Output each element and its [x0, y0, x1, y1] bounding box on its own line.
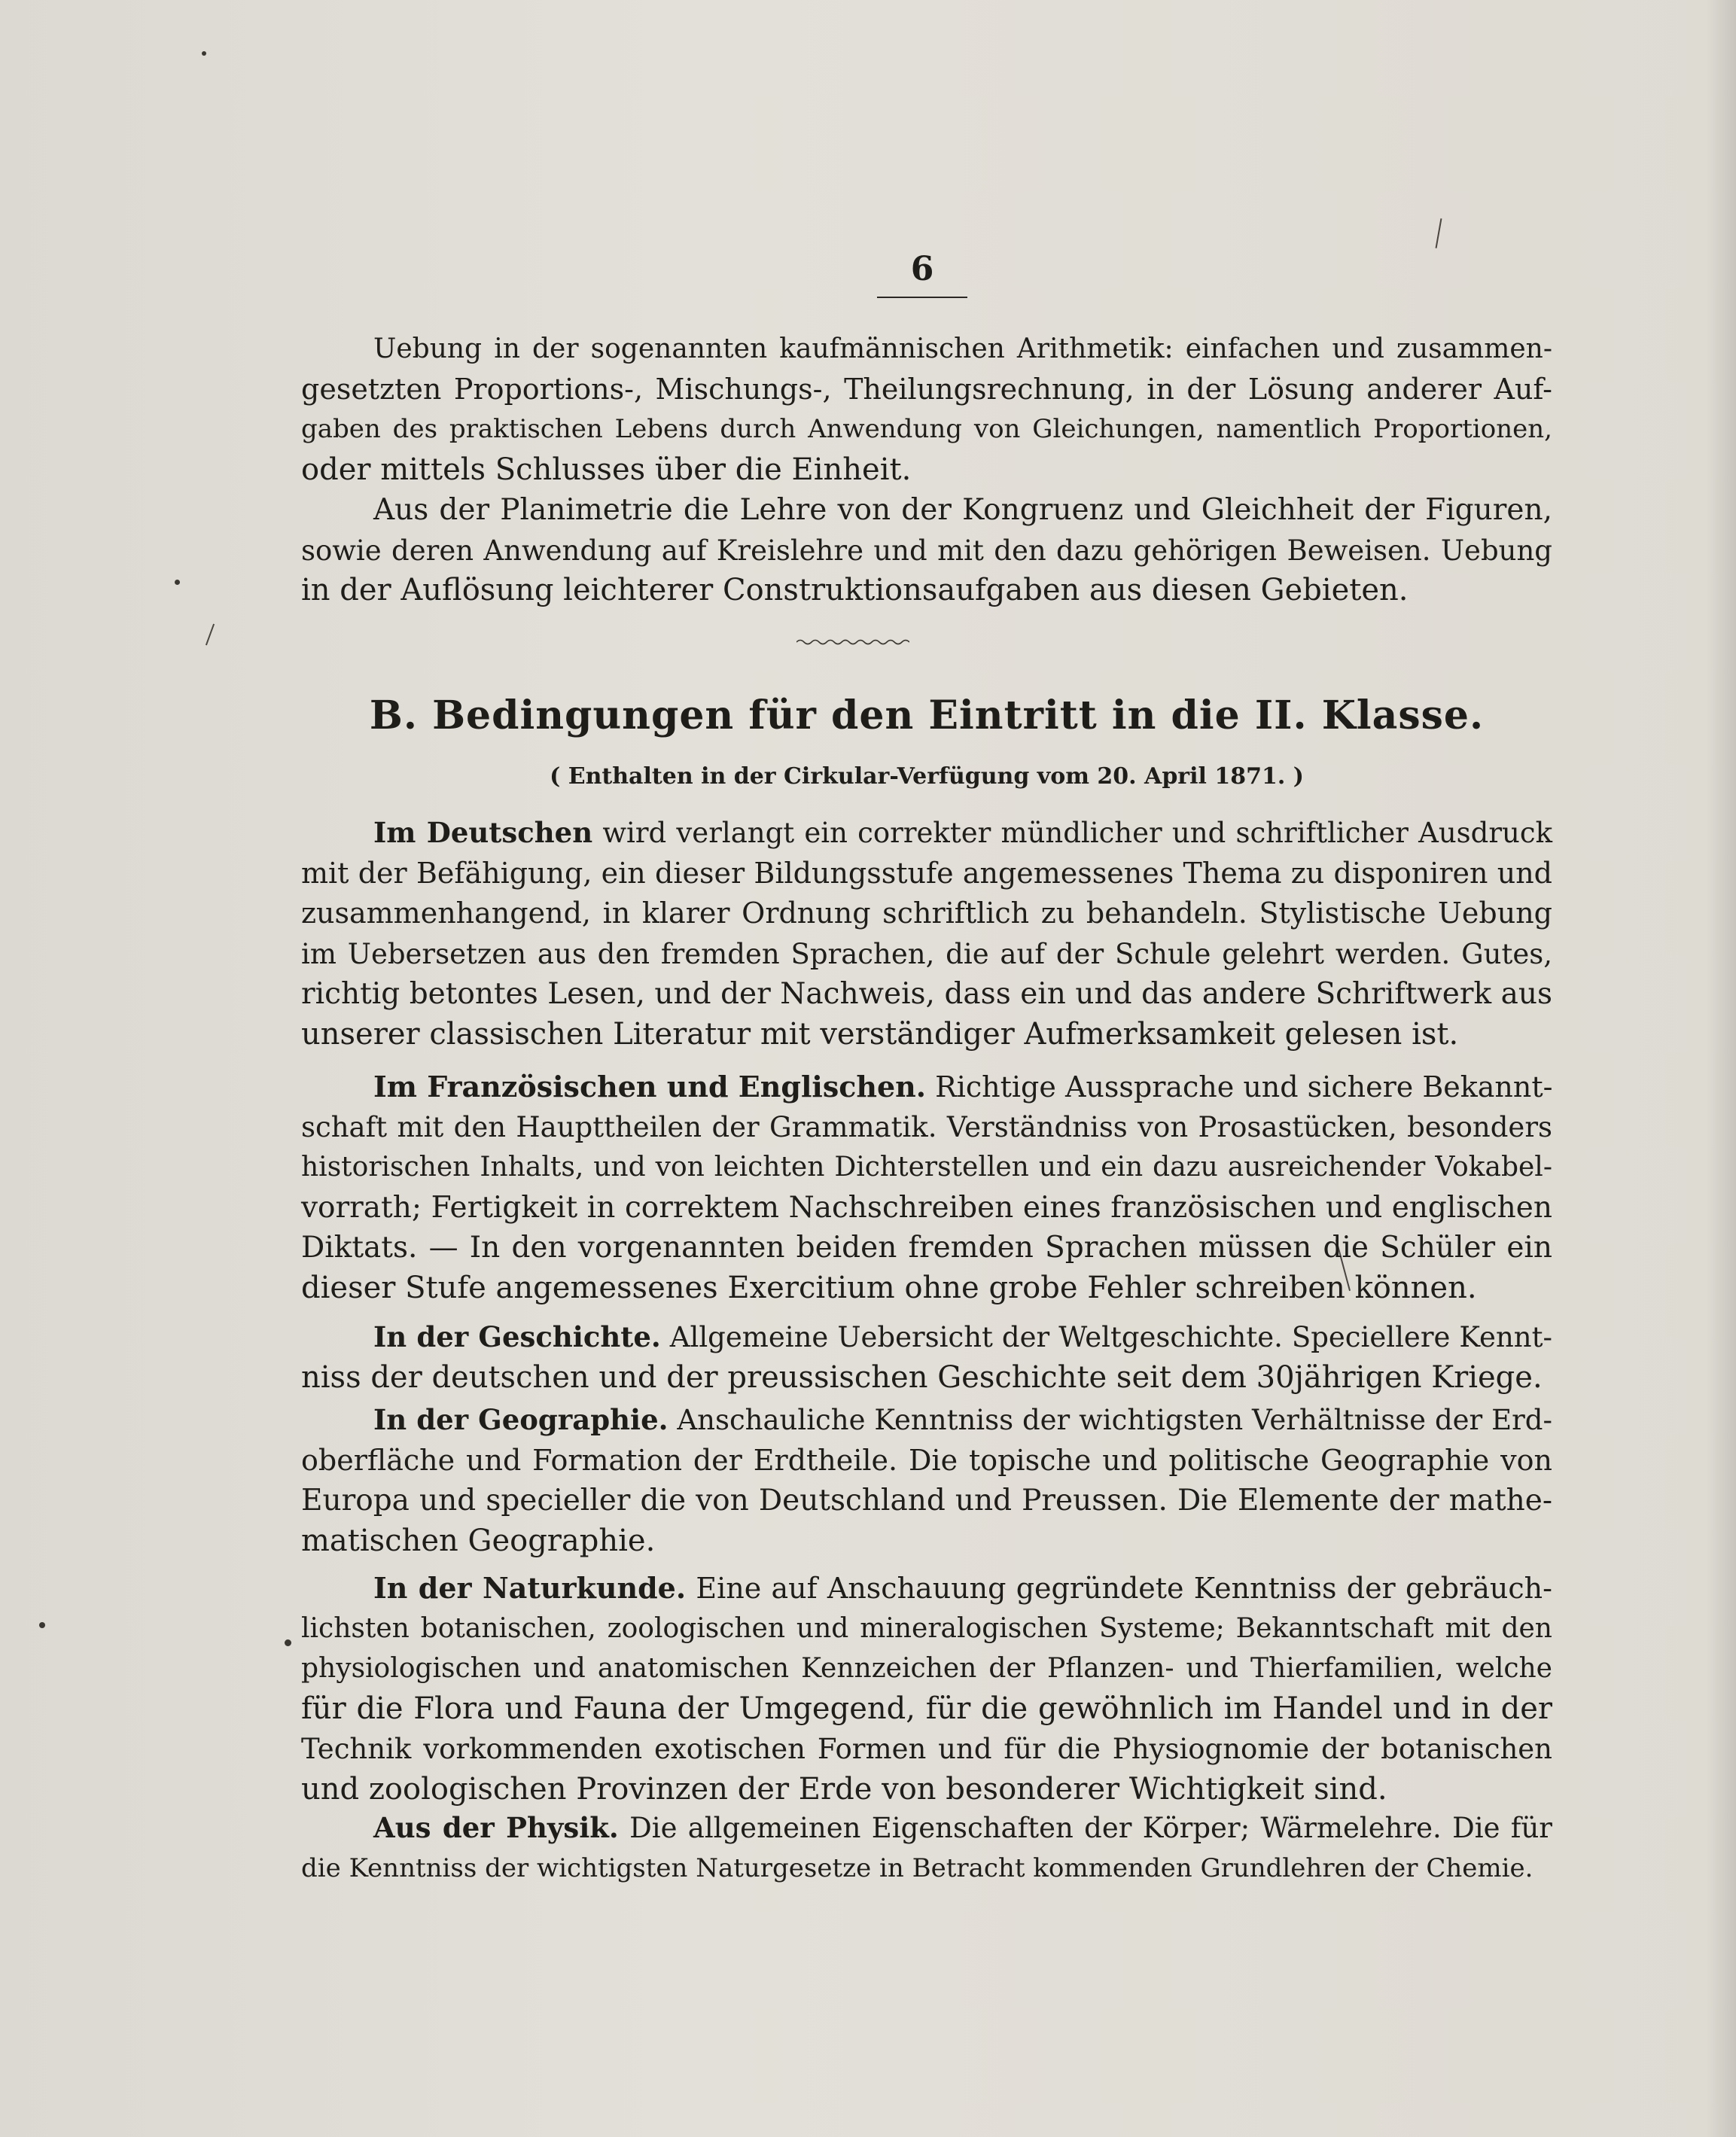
intro-paragraph	[301, 329, 1552, 490]
text-line: Europa und specieller die von Deutschland und Preussen. Die Elemente der mathe-	[301, 1484, 1552, 1518]
text-line	[301, 813, 1552, 854]
text-line: in der Auflösung leichterer Construktionsaufgaben aus diesen Gebieten.	[301, 573, 1409, 607]
text-line: oberfläche und Formation der Erdtheile. Die topische und politische Geographie von	[301, 1443, 1552, 1477]
text-line: Uebung in der sogenannten kaufmännischen Arithmetik: einfachen und zusammen-	[373, 333, 1552, 364]
text-run: wird verlangt ein correkter mündlicher und schriftlicher Ausdruck	[592, 817, 1552, 849]
text-line: lichsten botanischen, zoologischen und mineralogischen Systeme; Bekanntschaft mit den	[301, 1612, 1552, 1644]
paragraph-lead: Aus der Physik.	[373, 1811, 619, 1844]
ink-speck	[285, 1639, 291, 1646]
text-line	[301, 1317, 1552, 1358]
text-line	[301, 1808, 1552, 1849]
page-number-rule	[877, 297, 967, 298]
geschichte-paragraph	[301, 1317, 1552, 1398]
text-line: dieser Stufe angemessenes Exercitium ohne grobe Fehler schreiben können.	[301, 1270, 1477, 1305]
franz-engl-paragraph	[301, 1067, 1552, 1308]
text-run: Eine auf Anschauung gegründete Kenntniss der gebräuch-	[686, 1572, 1552, 1605]
text-line: niss der deutschen und der preussischen Geschichte seit dem 30jährigen Kriege.	[301, 1359, 1543, 1395]
decorative-wavy-rule	[796, 638, 909, 646]
text-line: gesetzten Proportions-, Mischungs-, Theilungsrechnung, in der Lösung anderer Auf-	[301, 372, 1552, 406]
paragraph-lead: Im Französischen und Englischen.	[373, 1070, 927, 1104]
text-run: Allgemeine Uebersicht der Weltgeschichte. Speciellere Kennt-	[660, 1321, 1552, 1353]
text-line	[301, 1400, 1552, 1441]
text-line: oder mittels Schlusses über die Einheit.	[301, 452, 912, 487]
geographie-paragraph	[301, 1400, 1552, 1561]
text-run: Anschauliche Kenntniss der wichtigsten Verhältnisse der Erd-	[668, 1404, 1552, 1436]
text-run: Richtige Aussprache und sichere Bekannt-	[926, 1070, 1553, 1104]
text-line: die Kenntniss der wichtigsten Naturgesetze in Betracht kommenden Grundlehren der Chemie.	[301, 1852, 1533, 1883]
text-line: matischen Geographie.	[301, 1523, 656, 1558]
text-line: unserer classischen Literatur mit verständiger Aufmerksamkeit gelesen ist.	[301, 1016, 1459, 1052]
text-line: richtig betontes Lesen, und der Nachweis, dass ein und das andere Schriftwerk aus	[301, 977, 1552, 1011]
paragraph-lead: In der Geographie.	[373, 1403, 669, 1436]
text-line: gaben des praktischen Lebens durch Anwendung von Gleichungen, namentlich Proportionen,	[301, 414, 1552, 444]
text-line: physiologischen und anatomischen Kennzeichen der Pflanzen- und Thierfamilien, welche	[301, 1653, 1552, 1684]
ink-speck	[175, 580, 180, 585]
text-line: mit der Befähigung, ein dieser Bildungsstufe angemessenes Thema zu disponiren und	[301, 856, 1552, 890]
text-line	[301, 1067, 1552, 1107]
text-run: Die allgemeinen Eigenschaften der Körper; Wärmelehre. Die für	[618, 1812, 1552, 1844]
text-line: Diktats. — In den vorgenannten beiden fremden Sprachen müssen die Schüler ein	[301, 1231, 1552, 1265]
text-line: historischen Inhalts, und von leichten Dichterstellen und ein dazu ausreichender Vokabel-	[301, 1152, 1552, 1183]
text-line	[301, 1568, 1552, 1609]
deutsch-paragraph	[301, 813, 1552, 1055]
physik-paragraph	[301, 1808, 1552, 1889]
planimetrie-paragraph	[301, 490, 1552, 611]
text-line: vorrath; Fertigkeit in correktem Nachschreiben eines französischen und englischen	[301, 1190, 1552, 1225]
text-line: und zoologischen Provinzen der Erde von besonderer Wichtigkeit sind.	[301, 1771, 1387, 1807]
text-line: im Uebersetzen aus den fremden Sprachen, die auf der Schule gelehrt werden. Gutes,	[301, 937, 1552, 970]
text-line: Aus der Planimetrie die Lehre von der Kongruenz und Gleichheit der Figuren,	[373, 493, 1552, 527]
section-subheading: ( Enthalten in der Cirkular-Verfügung vom 20. April 1871. )	[550, 763, 1304, 790]
ink-mark	[206, 624, 215, 646]
ink-speck	[202, 51, 206, 56]
text-line: für die Flora und Fauna der Umgegend, für die gewöhnlich im Handel und in der	[301, 1691, 1552, 1726]
text-line: sowie deren Anwendung auf Kreislehre und mit den dazu gehörigen Beweisen. Uebung	[301, 534, 1552, 567]
page-edge-shadow	[1706, 0, 1736, 2137]
text-line: schaft mit den Haupttheilen der Grammatik. Verständniss von Prosastücken, besonders	[301, 1110, 1552, 1143]
page-number: 6	[910, 250, 934, 288]
paragraph-lead: In der Geschichte.	[373, 1320, 661, 1353]
ink-speck	[39, 1622, 45, 1628]
text-line: Technik vorkommenden exotischen Formen und für die Physiognomie der botanischen	[301, 1733, 1552, 1765]
ink-mark	[1436, 218, 1442, 248]
paragraph-lead: In der Naturkunde.	[373, 1571, 687, 1605]
text-line: zusammenhangend, in klarer Ordnung schriftlich zu behandeln. Stylistische Uebung	[301, 897, 1552, 930]
naturkunde-paragraph	[301, 1568, 1552, 1810]
paragraph-lead: Im Deutschen	[373, 816, 593, 849]
section-heading: B. Bedingungen für den Eintritt in die II. Klasse.	[369, 693, 1485, 738]
